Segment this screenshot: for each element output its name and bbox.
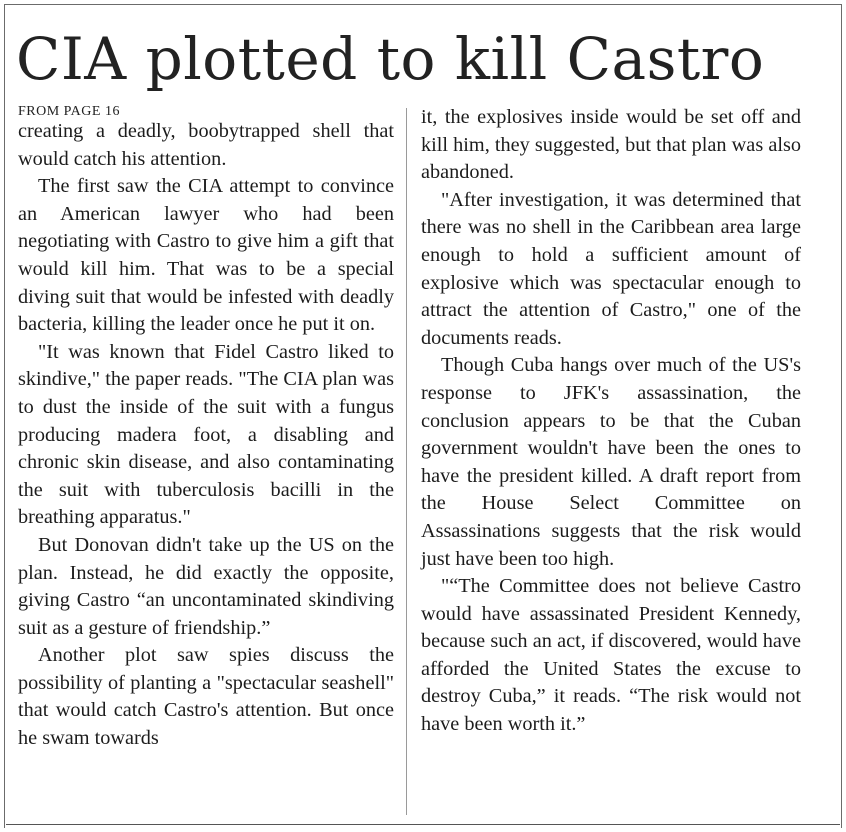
paragraph: But Donovan didn't take up the US on the plan. Instead, he did exactly the opposite, giving Castro “an uncontaminated skindiving suit as a gesture of friendship.” xyxy=(18,533,394,639)
jump-label: FROM PAGE 16 xyxy=(18,104,120,119)
paragraph: it, the explosives inside would be set off and kill him, they suggested, but that plan was also abandoned. xyxy=(421,106,801,184)
frame-left-border xyxy=(4,4,5,828)
paragraph: The first saw the CIA attempt to convince an American lawyer who had been negotiating with Castro to give him a gift that would kill him. That was to be a special diving suit that would be infested with deadly bacteria, killing the leader once he put it on. xyxy=(18,175,394,336)
paragraph: "It was known that Fidel Castro liked to skindive," the paper reads. "The CIA plan was to dust the inside of the suit with a fungus producing madera foot, a disabling and chronic skin disease, and also contaminating the suit with tuberculosis bacilli in the breathing apparatus." xyxy=(18,340,394,529)
paragraph: "“The Committee does not believe Castro would have assassinated President Kennedy, because such an act, if discovered, would have afforded the United States the excuse to destroy Cuba,” it reads. “The risk would not have been worth it.” xyxy=(421,575,801,736)
article-column-left xyxy=(18,103,394,753)
headline: CIA plotted to kill Castro xyxy=(16,25,765,93)
frame-top-border xyxy=(4,4,842,5)
bottom-rule xyxy=(6,824,840,825)
paragraph: creating a deadly, boobytrapped shell that would catch his attention. xyxy=(18,120,394,170)
article-column-right xyxy=(421,104,801,739)
frame-right-border xyxy=(841,4,842,828)
paragraph: Another plot saw spies discuss the possibility of planting a "spectacular seashell" that would catch Castro's attention. But once he swam towards xyxy=(18,644,394,750)
paragraph: Though Cuba hangs over much of the US's response to JFK's assassination, the conclusion appears to be that the Cuban government wouldn't have been the ones to have the president killed. A draft report from the House Select Committee on Assassinations suggests that the risk would just have been too high. xyxy=(421,354,801,570)
paragraph: "After investigation, it was determined that there was no shell in the Caribbean area large enough to hold a sufficient amount of explosive which was spectacular enough to attract the attention of Castro," one of the documents reads. xyxy=(421,188,801,349)
column-divider xyxy=(406,108,407,815)
